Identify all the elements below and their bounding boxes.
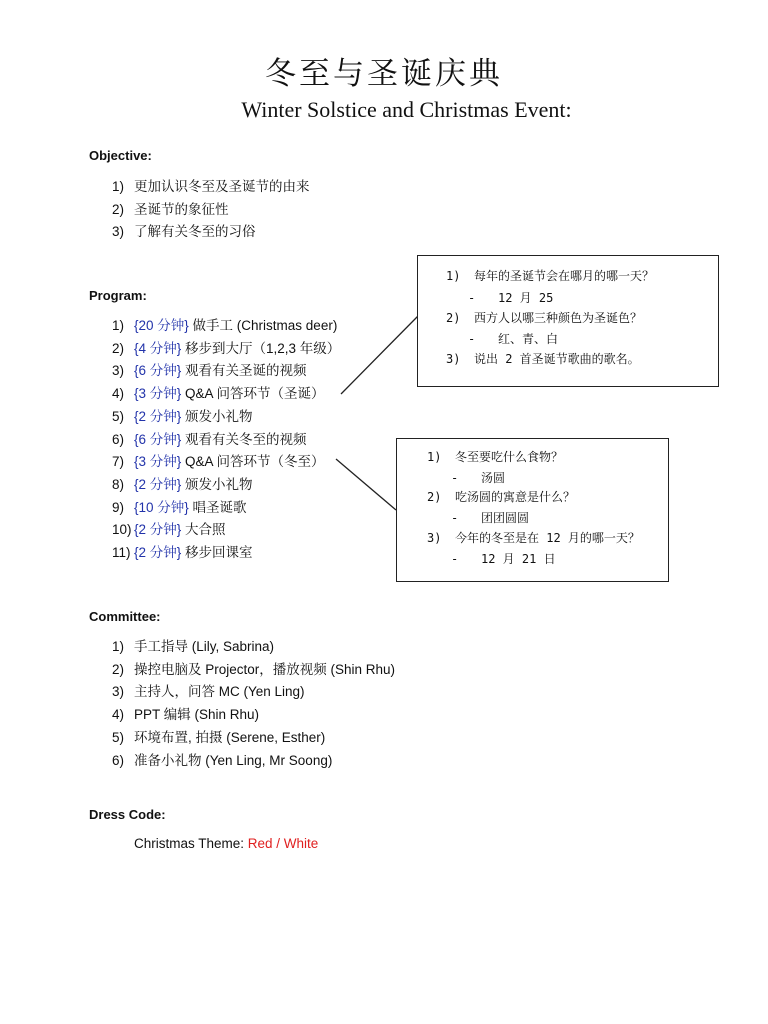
- page-title-english: Winter Solstice and Christmas Event:: [241, 97, 572, 122]
- item-text: PPT 编辑 (Shin Rhu): [134, 707, 260, 723]
- item-number: 10): [112, 522, 132, 538]
- item-duration: {4 分钟}: [134, 340, 182, 356]
- list-item: [112, 727, 395, 750]
- answer-text: 红、青、白: [498, 332, 559, 346]
- answer-text: 团团圆圆: [481, 511, 530, 525]
- item-text: 颁发小礼物: [181, 408, 253, 424]
- question-number: 3): [446, 352, 461, 366]
- question-text: 西方人以哪三种颜色为圣诞色？: [474, 311, 643, 325]
- solstice-qa-box: [396, 438, 669, 582]
- answer-dash: -: [451, 552, 459, 566]
- item-number: 11): [112, 545, 131, 561]
- item-number: 3): [112, 363, 125, 379]
- item-duration: {2 分钟}: [134, 545, 182, 561]
- item-text: 观看有关圣诞的视频: [181, 363, 307, 379]
- item-duration: {6 分钟}: [134, 431, 182, 447]
- question-number: 3): [427, 531, 442, 545]
- item-number: 6): [112, 431, 125, 447]
- item-number: 5): [112, 408, 125, 424]
- question-text: 今年的冬至是在 12 月的哪一天？: [455, 531, 640, 545]
- item-number: 9): [112, 499, 125, 515]
- item-text: 大合照: [181, 522, 226, 538]
- answer-dash: -: [468, 291, 476, 305]
- item-number: 7): [112, 454, 125, 470]
- question-text: 每年的圣诞节会在哪月的哪一天？: [474, 269, 655, 283]
- question-number: 2): [427, 490, 442, 504]
- item-text: 颁发小礼物: [181, 476, 253, 492]
- item-number: 2): [112, 201, 125, 217]
- list-item: [112, 659, 395, 682]
- item-text: 手工指导 (Lily, Sabrina): [134, 639, 275, 654]
- question-number: 2): [446, 311, 461, 325]
- question-text: 吃汤圆的寓意是什么？: [455, 490, 576, 504]
- item-duration: {3 分钟}: [134, 454, 182, 470]
- item-number: 1): [112, 639, 125, 654]
- item-text: 移步回课室: [181, 545, 253, 561]
- dress-code-theme: [134, 836, 318, 851]
- theme-value: Red / White: [247, 836, 319, 851]
- qa-answer: [451, 550, 556, 567]
- qa-answer: [468, 289, 553, 306]
- item-text: 移步到大厅（1,2,3 年级）: [181, 340, 341, 356]
- question-text: 冬至要吃什么食物？: [455, 450, 564, 464]
- item-text: Q&A 问答环节（圣诞）: [181, 386, 325, 402]
- item-text: 操控电脑及 Projector，播放视频 (Shin Rhu): [134, 661, 396, 677]
- item-duration: {6 分钟}: [134, 363, 182, 379]
- item-text: 观看有关冬至的视频: [181, 431, 307, 447]
- list-item: [112, 681, 395, 704]
- answer-text: 汤圆: [481, 471, 506, 485]
- item-number: 1): [112, 318, 125, 333]
- item-number: 8): [112, 476, 125, 492]
- item-text: 圣诞节的象征性: [134, 201, 229, 217]
- item-number: 1): [112, 179, 125, 194]
- question-number: 1): [427, 450, 442, 464]
- dress-code-label: Dress Code:: [89, 807, 166, 822]
- answer-dash: -: [451, 471, 459, 485]
- item-number: 5): [112, 729, 125, 745]
- solstice-qa-connector: [336, 459, 396, 510]
- item-number: 3): [112, 224, 125, 239]
- committee-list: [112, 636, 395, 772]
- item-text: 做手工 (Christmas deer): [188, 318, 338, 333]
- page-title-chinese: 冬至与圣诞庆典: [265, 56, 503, 92]
- item-duration: {20 分钟}: [134, 318, 189, 333]
- item-text: 了解有关冬至的习俗: [134, 224, 256, 239]
- answer-text: 12 月 21 日: [481, 552, 556, 566]
- qa-question: [427, 529, 640, 546]
- answer-text: 12 月 25: [498, 291, 554, 305]
- item-duration: {2 分钟}: [134, 476, 182, 492]
- item-duration: {2 分钟}: [134, 408, 182, 424]
- qa-question: [446, 350, 640, 367]
- item-duration: {2 分钟}: [134, 522, 182, 538]
- qa-question: [446, 309, 642, 326]
- list-item: [112, 704, 395, 727]
- program-label: Program:: [89, 288, 147, 303]
- list-item: [112, 750, 395, 773]
- item-number: 4): [112, 707, 125, 723]
- item-duration: {3 分钟}: [134, 386, 182, 402]
- qa-answer: [451, 509, 529, 526]
- answer-dash: -: [451, 511, 459, 525]
- item-text: 主持人，问答 MC (Yen Ling): [134, 684, 305, 700]
- item-text: 更加认识冬至及圣诞节的由来: [134, 179, 310, 194]
- item-text: Q&A 问答环节（冬至）: [181, 454, 325, 470]
- qa-question: [446, 267, 654, 284]
- christmas-qa-connector: [341, 316, 418, 394]
- qa-question: [427, 488, 575, 505]
- christmas-qa-box: [417, 255, 719, 387]
- committee-label: Committee:: [89, 609, 161, 624]
- theme-label: Christmas Theme:: [134, 836, 248, 851]
- item-text: 唱圣诞歌: [188, 499, 247, 515]
- answer-dash: -: [468, 332, 476, 346]
- question-number: 1): [446, 269, 461, 283]
- item-number: 3): [112, 684, 125, 700]
- list-item: [112, 636, 395, 659]
- item-number: 4): [112, 386, 125, 402]
- item-number: 2): [112, 340, 125, 356]
- qa-question: [427, 448, 563, 465]
- qa-answer: [451, 469, 505, 486]
- item-text: 环境布置, 拍摄 (Serene, Esther): [134, 729, 326, 745]
- item-duration: {10 分钟}: [134, 499, 189, 515]
- item-number: 6): [112, 752, 125, 768]
- question-text: 说出 2 首圣诞节歌曲的歌名。: [474, 352, 640, 366]
- objective-label: Objective:: [89, 148, 152, 163]
- qa-answer: [468, 330, 558, 347]
- item-number: 2): [112, 661, 125, 677]
- item-text: 准备小礼物 (Yen Ling, Mr Soong): [134, 752, 333, 768]
